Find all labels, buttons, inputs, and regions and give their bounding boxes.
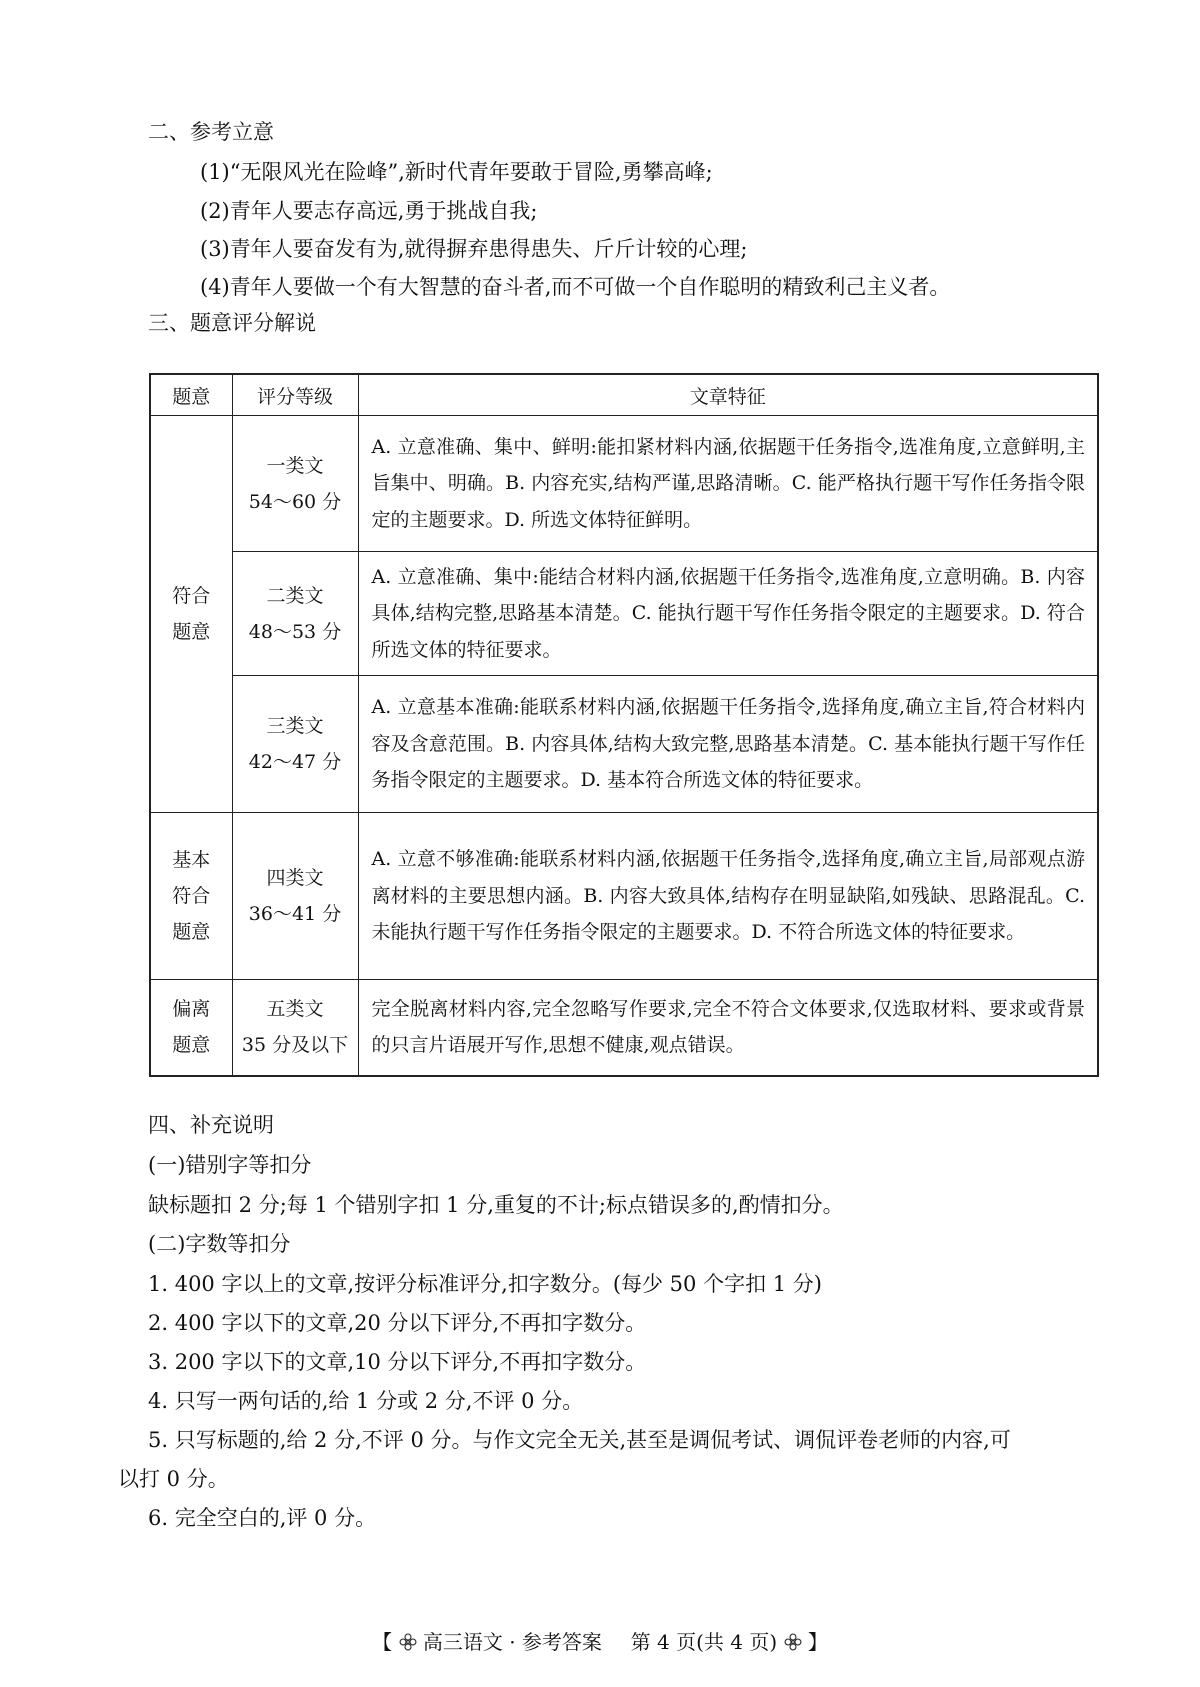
level-name: 一类文 — [266, 454, 324, 477]
rule-item-5: 5. 只写标题的,给 2 分,不评 0 分。与作文完全无关,甚至是调侃考试、调侃评卷老师的内容,可 — [148, 1428, 1011, 1452]
table-header-row — [150, 374, 1098, 416]
level-name: 二类文 — [266, 584, 324, 607]
rule-item-1: 1. 400 字以上的文章,按评分标准评分,扣字数分。(每少 50 个字扣 1 分) — [148, 1272, 822, 1296]
feature-cell: A. 立意准确、集中、鲜明:能扣紧材料内涵,依据题干任务指令,选准角度,立意鲜明,主旨集中、明确。B. 内容充实,结构严谨,思路清晰。C. 能严格执行题干写作任务指令限定的主题要求。D. 所选文体特征鲜明。 — [358, 416, 1098, 552]
level-cell — [232, 676, 358, 813]
section2-title: 二、参考立意 — [148, 120, 274, 144]
level-name: 四类文 — [266, 867, 324, 889]
level-score: 54～60 分 — [248, 490, 342, 513]
page-footer — [0, 1628, 1200, 1656]
feature-cell: A. 立意基本准确:能联系材料内涵,依据题干任务指令,选择角度,确立主旨,符合材料内容及含意范围。B. 内容具体,结构大致完整,思路基本清楚。C. 基本能执行题干写作任务指令限定的主题要求。D. 基本符合所选文体的特征要求。 — [358, 676, 1098, 813]
category-line: 符合 — [172, 885, 211, 907]
category-line: 题意 — [172, 621, 211, 643]
level-score: 36～41 分 — [248, 903, 342, 925]
feature-cell: 完全脱离材料内容,完全忽略写作要求,完全不符合文体要求,仅选取材料、要求或背景的只言片语展开写作,思想不健康,观点错误。 — [358, 980, 1098, 1076]
level-cell — [232, 813, 358, 980]
table-row — [150, 676, 1098, 813]
category-cell — [150, 813, 232, 980]
category-line: 题意 — [172, 921, 211, 943]
feature-cell: A. 立意不够准确:能联系材料内涵,依据题干任务指令,选择角度,确立主旨,局部观点游离材料的主要思想内涵。B. 内容大致具体,结构存在明显缺陷,如残缺、思路混乱。C. 未能执行题干写作任务指令限定的主题要求。D. 不符合所选文体的特征要求。 — [358, 813, 1098, 980]
level-score: 42～47 分 — [248, 751, 342, 773]
section3-title: 三、题意评分解说 — [148, 311, 316, 335]
category-cell — [150, 980, 232, 1076]
level-score: 48～53 分 — [248, 620, 342, 643]
level-cell — [232, 980, 358, 1076]
sub1-text: 缺标题扣 2 分;每 1 个错别字扣 1 分,重复的不计;标点错误多的,酌情扣分。 — [148, 1193, 844, 1217]
table-row — [150, 552, 1098, 676]
section4-title: 四、补充说明 — [148, 1113, 274, 1137]
category-cell — [150, 416, 232, 813]
level-score: 35 分及以下 — [241, 1034, 349, 1057]
category-line: 题意 — [172, 1034, 211, 1057]
rule-item-6: 6. 完全空白的,评 0 分。 — [148, 1506, 377, 1530]
header-topic: 题意 — [150, 374, 232, 416]
table-row — [150, 416, 1098, 552]
footer-subject: 高三语文 · 参考答案 — [422, 1630, 602, 1654]
category-line: 偏离 — [172, 998, 211, 1021]
flower-icon — [399, 1633, 417, 1651]
level-name: 五类文 — [266, 998, 324, 1021]
category-line: 基本 — [172, 849, 211, 871]
header-level: 评分等级 — [232, 374, 358, 416]
level-cell — [232, 416, 358, 552]
sub2-title: (二)字数等扣分 — [148, 1232, 291, 1256]
grading-table — [149, 373, 1099, 1077]
level-cell — [232, 552, 358, 676]
flower-icon — [784, 1633, 802, 1651]
section2-item-4: (4)青年人要做一个有大智慧的奋斗者,而不可做一个自作聪明的精致利己主义者。 — [200, 275, 951, 299]
section2-item-1: (1)“无限风光在险峰”,新时代青年要敢于冒险,勇攀高峰; — [200, 160, 713, 184]
table-row — [150, 813, 1098, 980]
rule-item-5-cont: 以打 0 分。 — [118, 1467, 229, 1491]
rule-item-4: 4. 只写一两句话的,给 1 分或 2 分,不评 0 分。 — [148, 1389, 584, 1413]
table-row — [150, 980, 1098, 1076]
footer-open-bracket: 【 — [372, 1630, 393, 1654]
level-name: 三类文 — [266, 715, 324, 737]
category-line: 符合 — [172, 585, 211, 607]
rule-item-3: 3. 200 字以下的文章,10 分以下评分,不再扣字数分。 — [148, 1350, 647, 1374]
sub1-title: (一)错别字等扣分 — [148, 1153, 312, 1177]
header-feature: 文章特征 — [358, 374, 1098, 416]
section2-item-2: (2)青年人要志存高远,勇于挑战自我; — [200, 199, 538, 223]
feature-cell: A. 立意准确、集中:能结合材料内涵,依据题干任务指令,选准角度,立意明确。B. 内容具体,结构完整,思路基本清楚。C. 能执行题干写作任务指令限定的主题要求。D. 符合所选文体的特征要求。 — [358, 552, 1098, 676]
section2-item-3: (3)青年人要奋发有为,就得摒弃患得患失、斤斤计较的心理; — [200, 237, 748, 261]
rule-item-2: 2. 400 字以下的文章,20 分以下评分,不再扣字数分。 — [148, 1311, 647, 1335]
footer-page: 第 4 页(共 4 页) — [630, 1630, 778, 1654]
footer-close-bracket: 】 — [807, 1630, 828, 1654]
